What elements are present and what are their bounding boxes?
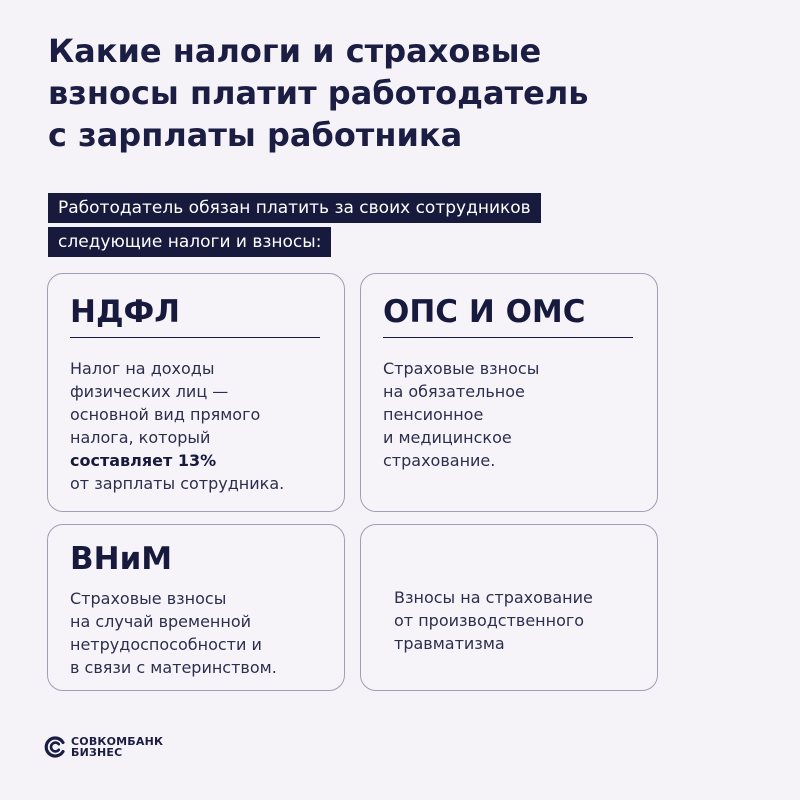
- title-line: с зарплаты работника: [48, 116, 463, 154]
- card-text-line: на обязательное: [383, 382, 525, 401]
- card-description: [383, 357, 643, 472]
- card-vnim: [47, 524, 345, 691]
- card-text-line: налога, который: [70, 428, 211, 447]
- card-text-line: Взносы на страхование: [394, 588, 593, 607]
- card-description: [70, 587, 330, 679]
- card-injury-insurance: [360, 524, 658, 691]
- page-title: [48, 30, 748, 156]
- subtitle-banner-line: следующие налоги и взносы:: [48, 227, 331, 257]
- card-text-line: физических лиц —: [70, 382, 229, 401]
- brand-name-line: СОВКОМБАНК: [71, 735, 164, 748]
- card-text-line: Налог на доходы: [70, 359, 215, 378]
- card-text-line: нетрудоспособности и: [70, 635, 262, 654]
- card-text-line: страхование.: [383, 451, 496, 470]
- card-text-line: в связи с материнством.: [70, 658, 277, 677]
- subtitle-banner-line: Работодатель обязан платить за своих сотрудников: [48, 193, 541, 223]
- card-ops-oms: [360, 273, 658, 512]
- card-text-line: основной вид прямого: [70, 405, 261, 424]
- card-divider: [70, 337, 320, 338]
- card-title: ВНиМ: [70, 541, 173, 577]
- card-text-line: пенсионное: [383, 405, 484, 424]
- subtitle-banner: [48, 227, 331, 257]
- card-description: [394, 586, 643, 655]
- card-title: НДФЛ: [70, 294, 181, 330]
- card-text-line: Страховые взносы: [70, 589, 227, 608]
- card-text-line: травматизма: [394, 634, 505, 653]
- brand-logo: [44, 736, 163, 758]
- title-line: Какие налоги и страховые: [48, 32, 542, 70]
- card-text-line: от производственного: [394, 611, 585, 630]
- subtitle-banner: [48, 193, 541, 223]
- card-text-line: от зарплаты сотрудника.: [70, 474, 285, 493]
- card-text-line-highlight: составляет 13%: [70, 451, 217, 470]
- card-text-line: Страховые взносы: [383, 359, 540, 378]
- brand-name-line: БИЗНЕС: [71, 746, 123, 759]
- card-title: ОПС И ОМС: [383, 294, 586, 330]
- card-text-line: на случай временной: [70, 612, 252, 631]
- brand-name: [71, 736, 163, 758]
- title-line: взносы платит работодатель: [48, 74, 589, 112]
- sovcombank-logo-icon: [44, 736, 66, 758]
- card-description: [70, 357, 330, 495]
- card-text-line: и медицинское: [383, 428, 512, 447]
- card-divider: [383, 337, 633, 338]
- card-ndfl: [47, 273, 345, 512]
